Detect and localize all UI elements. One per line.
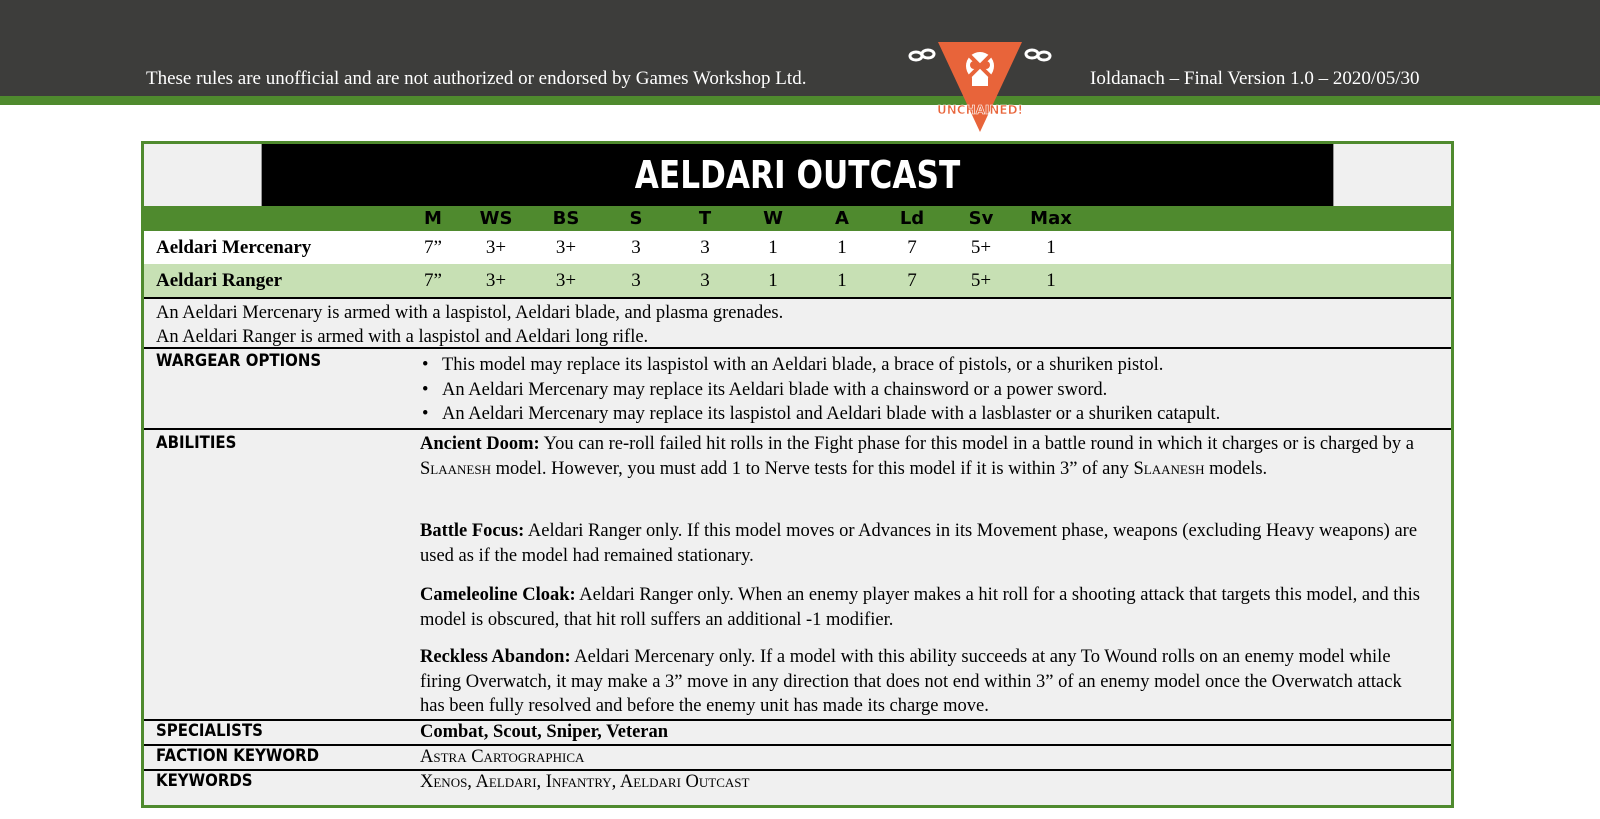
stat-header-s: S — [629, 208, 643, 229]
wargear-option: • An Aeldari Mercenary may replace its Aeldari blade with a chainsword or a power sword. — [420, 378, 1220, 403]
unit-row — [144, 264, 1451, 297]
equipment-line: An Aeldari Ranger is armed with a laspistol and Aeldari long rifle. — [156, 327, 649, 347]
stats-header-row — [144, 206, 1451, 231]
ability-ancient-doom — [420, 432, 1430, 481]
stat-value: 1 — [1046, 270, 1056, 291]
ability-name: Battle Focus: — [420, 521, 525, 541]
stat-value: 3+ — [485, 237, 507, 258]
stat-header-a: A — [835, 208, 849, 229]
wargear-option: • An Aeldari Mercenary may replace its laspistol and Aeldari blade with a lasblaster or a shuriken catapult. — [420, 402, 1220, 427]
divider — [144, 297, 1451, 299]
unit-row — [144, 231, 1451, 264]
version-text: Ioldanach – Final Version 1.0 – 2020/05/30 — [1090, 68, 1420, 89]
ability-text: Aeldari Ranger only. When an enemy player makes a hit roll for a shooting attack that targets this model, and this model is obscured, that hit roll suffers an additional -1 modifier. — [420, 585, 1420, 630]
stat-header-w: W — [763, 208, 783, 229]
datasheet-title: AELDARI OUTCAST — [262, 144, 1334, 206]
stat-value: 3+ — [485, 270, 507, 291]
stat-value: 3 — [631, 237, 641, 258]
divider — [144, 719, 1451, 721]
stat-header-t: T — [698, 208, 712, 229]
stat-value: 3+ — [555, 270, 577, 291]
equipment-line: An Aeldari Mercenary is armed with a laspistol, Aeldari blade, and plasma grenades. — [156, 303, 784, 323]
equipment-text — [156, 301, 783, 349]
unit-name: Aeldari Mercenary — [156, 237, 312, 258]
faction-keyword-value: Astra Cartographica — [420, 747, 585, 767]
stat-value: 7” — [424, 237, 442, 258]
stat-header-m: M — [424, 208, 442, 229]
ability-name: Reckless Abandon: — [420, 647, 571, 667]
specialists-label: SPECIALISTS — [156, 721, 263, 741]
ability-text: You can re-roll failed hit rolls in the Fight phase for this model in a battle round in which it charges or is charged by a — [539, 434, 1415, 454]
wargear-options-list — [420, 353, 1220, 427]
ability-text: Aeldari Mercenary only. If a model with this ability succeeds at any To Wound rolls on an enemy model while firing Overwatch, it may make a 3” move in any direction that does not end within 3” of an enemy model once the Overwatch attack has been fully resolved and before the enemy unit has made its charge move. — [420, 647, 1402, 716]
stat-value: 3 — [700, 237, 710, 258]
stat-value: 3+ — [555, 237, 577, 258]
ability-cameleoline-cloak — [420, 583, 1430, 632]
ability-name: Cameleoline Cloak: — [420, 585, 576, 605]
divider — [144, 769, 1451, 771]
stat-header-max: Max — [1030, 208, 1072, 229]
keyword-slaanesh: Slaanesh — [420, 458, 491, 479]
wargear-options-label: WARGEAR OPTIONS — [156, 351, 322, 371]
datasheet-card — [141, 141, 1454, 808]
stat-value: 1 — [768, 237, 778, 258]
unit-name: Aeldari Ranger — [156, 270, 283, 291]
ability-reckless-abandon — [420, 645, 1430, 719]
abilities-label: ABILITIES — [156, 433, 237, 453]
stat-header-sv: Sv — [968, 208, 994, 229]
specialists-value: Combat, Scout, Sniper, Veteran — [420, 722, 669, 742]
stat-value: 7” — [424, 270, 442, 291]
disclaimer-text: These rules are unofficial and are not authorized or endorsed by Games Workshop Ltd. — [146, 68, 807, 89]
svg-text:UNCHAINED!: UNCHAINED! — [936, 103, 1024, 117]
stat-value: 7 — [907, 270, 917, 291]
faction-keyword-label: FACTION KEYWORD — [156, 746, 320, 766]
ability-battle-focus — [420, 519, 1430, 568]
stat-value: 1 — [768, 270, 778, 291]
stat-value: 1 — [837, 237, 847, 258]
stat-header-ld: Ld — [899, 208, 925, 229]
stat-value: 1 — [837, 270, 847, 291]
ability-text: model. However, you must add 1 to Nerve tests for this model if it is within 3” of any — [490, 458, 1134, 479]
stat-value: 3 — [631, 270, 641, 291]
unchained-logo-icon — [908, 36, 1052, 136]
stat-value: 7 — [907, 237, 917, 258]
ability-name: Ancient Doom: — [420, 434, 540, 454]
page-header-stripe — [0, 96, 1600, 105]
divider — [144, 347, 1451, 349]
keywords-label: KEYWORDS — [156, 771, 253, 791]
keywords-value: Xenos, Aeldari, Infantry, Aeldari Outcast — [420, 772, 750, 792]
stat-value: 3 — [700, 270, 710, 291]
divider — [144, 744, 1451, 746]
stat-header-ws: WS — [479, 208, 513, 229]
divider — [144, 428, 1451, 430]
keyword-slaanesh: Slaanesh — [1133, 458, 1205, 479]
wargear-option: • This model may replace its laspistol with an Aeldari blade, a brace of pistols, or a shuriken pistol. — [420, 353, 1220, 378]
ability-text: Aeldari Ranger only. If this model moves or Advances in its Movement phase, weapons (excluding Heavy weapons) are used as if the model had remained stationary. — [420, 521, 1418, 566]
stat-value: 5+ — [970, 237, 992, 258]
stat-value: 5+ — [970, 270, 992, 291]
stat-value: 1 — [1046, 237, 1056, 258]
ability-text: models. — [1204, 458, 1268, 479]
stat-header-bs: BS — [552, 208, 580, 229]
